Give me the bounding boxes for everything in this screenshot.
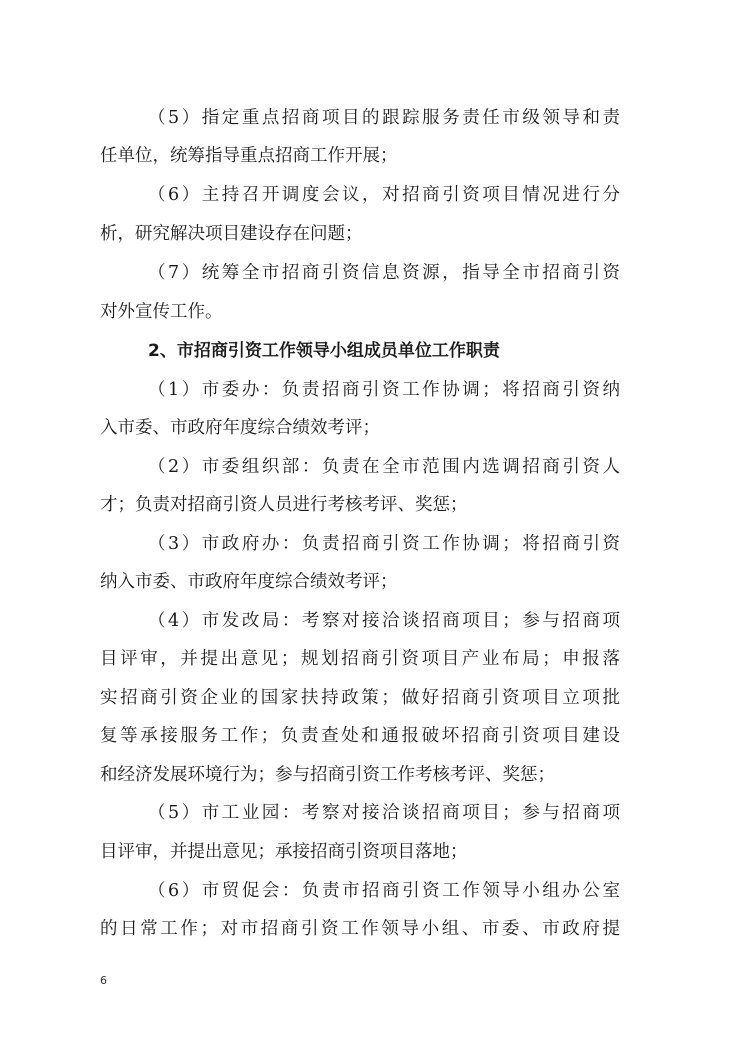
text-line: （7）统筹全市招商引资信息资源，指导全市招商引资 [148, 263, 620, 283]
text-line: 任单位，统筹指导重点招商工作开展； [100, 146, 398, 166]
text-line: （5）市工业园：考察对接洽谈招商项目；参与招商项 [148, 803, 620, 823]
text-line: 析，研究解决项目建设存在问题； [100, 224, 363, 244]
text-line: 纳入市委、市政府年度综合绩效考评； [100, 572, 398, 592]
text-line: 的日常工作；对市招商引资工作领导小组、市委、市政府提 [100, 919, 620, 939]
text-line: 入市委、市政府年度综合绩效考评； [100, 418, 380, 438]
text-line: 和经济发展环境行为；参与招商引资工作考核考评、奖惩； [100, 765, 555, 785]
text-line: （4）市发改局：考察对接洽谈招商项目；参与招商项 [148, 611, 620, 631]
text-line: （6）主持召开调度会议，对招商引资项目情况进行分 [148, 185, 620, 205]
section-heading: 2、市招商引资工作领导小组成员单位工作职责 [148, 341, 500, 361]
text-line: 复等承接服务工作；负责查处和通报破坏招商引资项目建设 [100, 726, 620, 746]
text-line: 目评审，并提出意见；承接招商引资项目落地； [100, 842, 468, 862]
page-number: 6 [100, 974, 107, 987]
text-line: （5）指定重点招商项目的跟踪服务责任市级领导和责 [148, 108, 620, 128]
text-line: （2）市委组织部：负责在全市范围内选调招商引资人 [148, 457, 620, 477]
text-line: （3）市政府办：负责招商引资工作协调；将招商引资 [148, 534, 620, 554]
text-line: （1）市委办：负责招商引资工作协调；将招商引资纳 [148, 380, 620, 400]
text-line: 目评审，并提出意见；规划招商引资项目产业布局；申报落 [100, 649, 620, 669]
text-line: 才；负责对招商引资人员进行考核考评、奖惩； [100, 495, 468, 515]
text-line: （6）市贸促会：负责市招商引资工作领导小组办公室 [148, 881, 620, 901]
text-line: 对外宣传工作。 [100, 302, 223, 322]
text-line: 实招商引资企业的国家扶持政策；做好招商引资项目立项批 [100, 688, 620, 708]
